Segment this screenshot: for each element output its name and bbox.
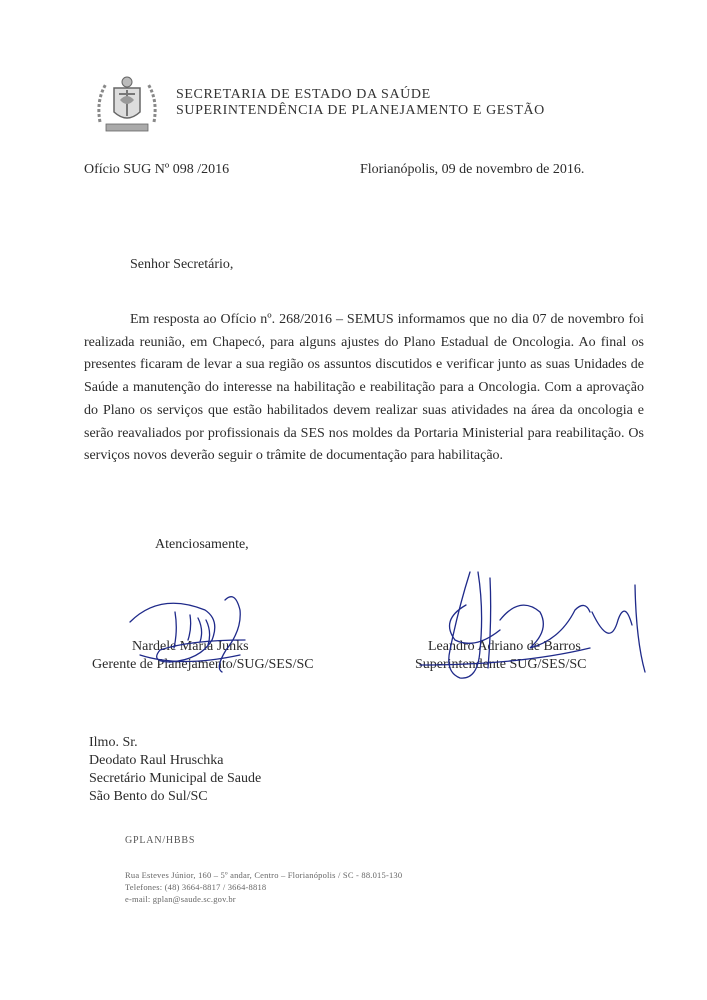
reference-initials: GPLAN/HBBS — [125, 835, 196, 846]
header-line-superintendencia: SUPERINTENDÊNCIA DE PLANEJAMENTO E GESTÃO — [176, 103, 545, 118]
recipient-name: Deodato Raul Hruschka — [89, 753, 224, 768]
state-coat-of-arms-seal — [92, 70, 162, 140]
closing: Atenciosamente, — [155, 537, 249, 552]
oficio-number: Ofício SUG Nº 098 /2016 — [84, 162, 230, 177]
letter-body — [84, 309, 644, 468]
signatory-1-name: Nardele Maria Junks — [132, 639, 249, 654]
recipient-position: Secretário Municipal de Saude — [89, 771, 262, 786]
signatory-2-role: Superintendente SUG/SES/SC — [415, 657, 587, 672]
signatory-2-name: Leandro Adriano de Barros — [428, 639, 581, 654]
body-paragraph: Em resposta ao Ofício nº. 268/2016 – SEMUS informamos que no dia 07 de novembro foi realizada reunião, em Chapecó, para alguns ajustes do Plano Estadual de Oncologia. Ao final os presentes ficaram de levar a sua região os assuntos discutidos e verificar junto as suas Unidades de Saúde a manutenção do interesse na habilitação e reabilitação para a Oncologia. Com a aprovação do Plano os serviços que estão habilitados devem realizar suas atividades na área da oncologia e serão reavaliados por profissionais da SES nos moldes da Portaria Ministerial para reabilitação. Os serviços novos deverão seguir o trâmite de documentação para habilitação. — [84, 312, 644, 464]
place-date: Florianópolis, 09 de novembro de 2016. — [360, 162, 585, 177]
footer-phones: Telefones: (48) 3664-8817 / 3664-8818 — [125, 882, 267, 892]
footer-address: Rua Esteves Júnior, 160 – 5º andar, Centro – Florianópolis / SC - 88.015-130 — [125, 870, 403, 880]
salutation: Senhor Secretário, — [130, 257, 234, 272]
footer-email: e-mail: gplan@saude.sc.gov.br — [125, 894, 236, 904]
recipient-location: São Bento do Sul/SC — [89, 789, 208, 804]
signatory-1-role: Gerente de Planejamento/SUG/SES/SC — [92, 657, 314, 672]
header-line-secretaria: SECRETARIA DE ESTADO DA SAÚDE — [176, 87, 431, 102]
recipient-title: Ilmo. Sr. — [89, 735, 138, 750]
